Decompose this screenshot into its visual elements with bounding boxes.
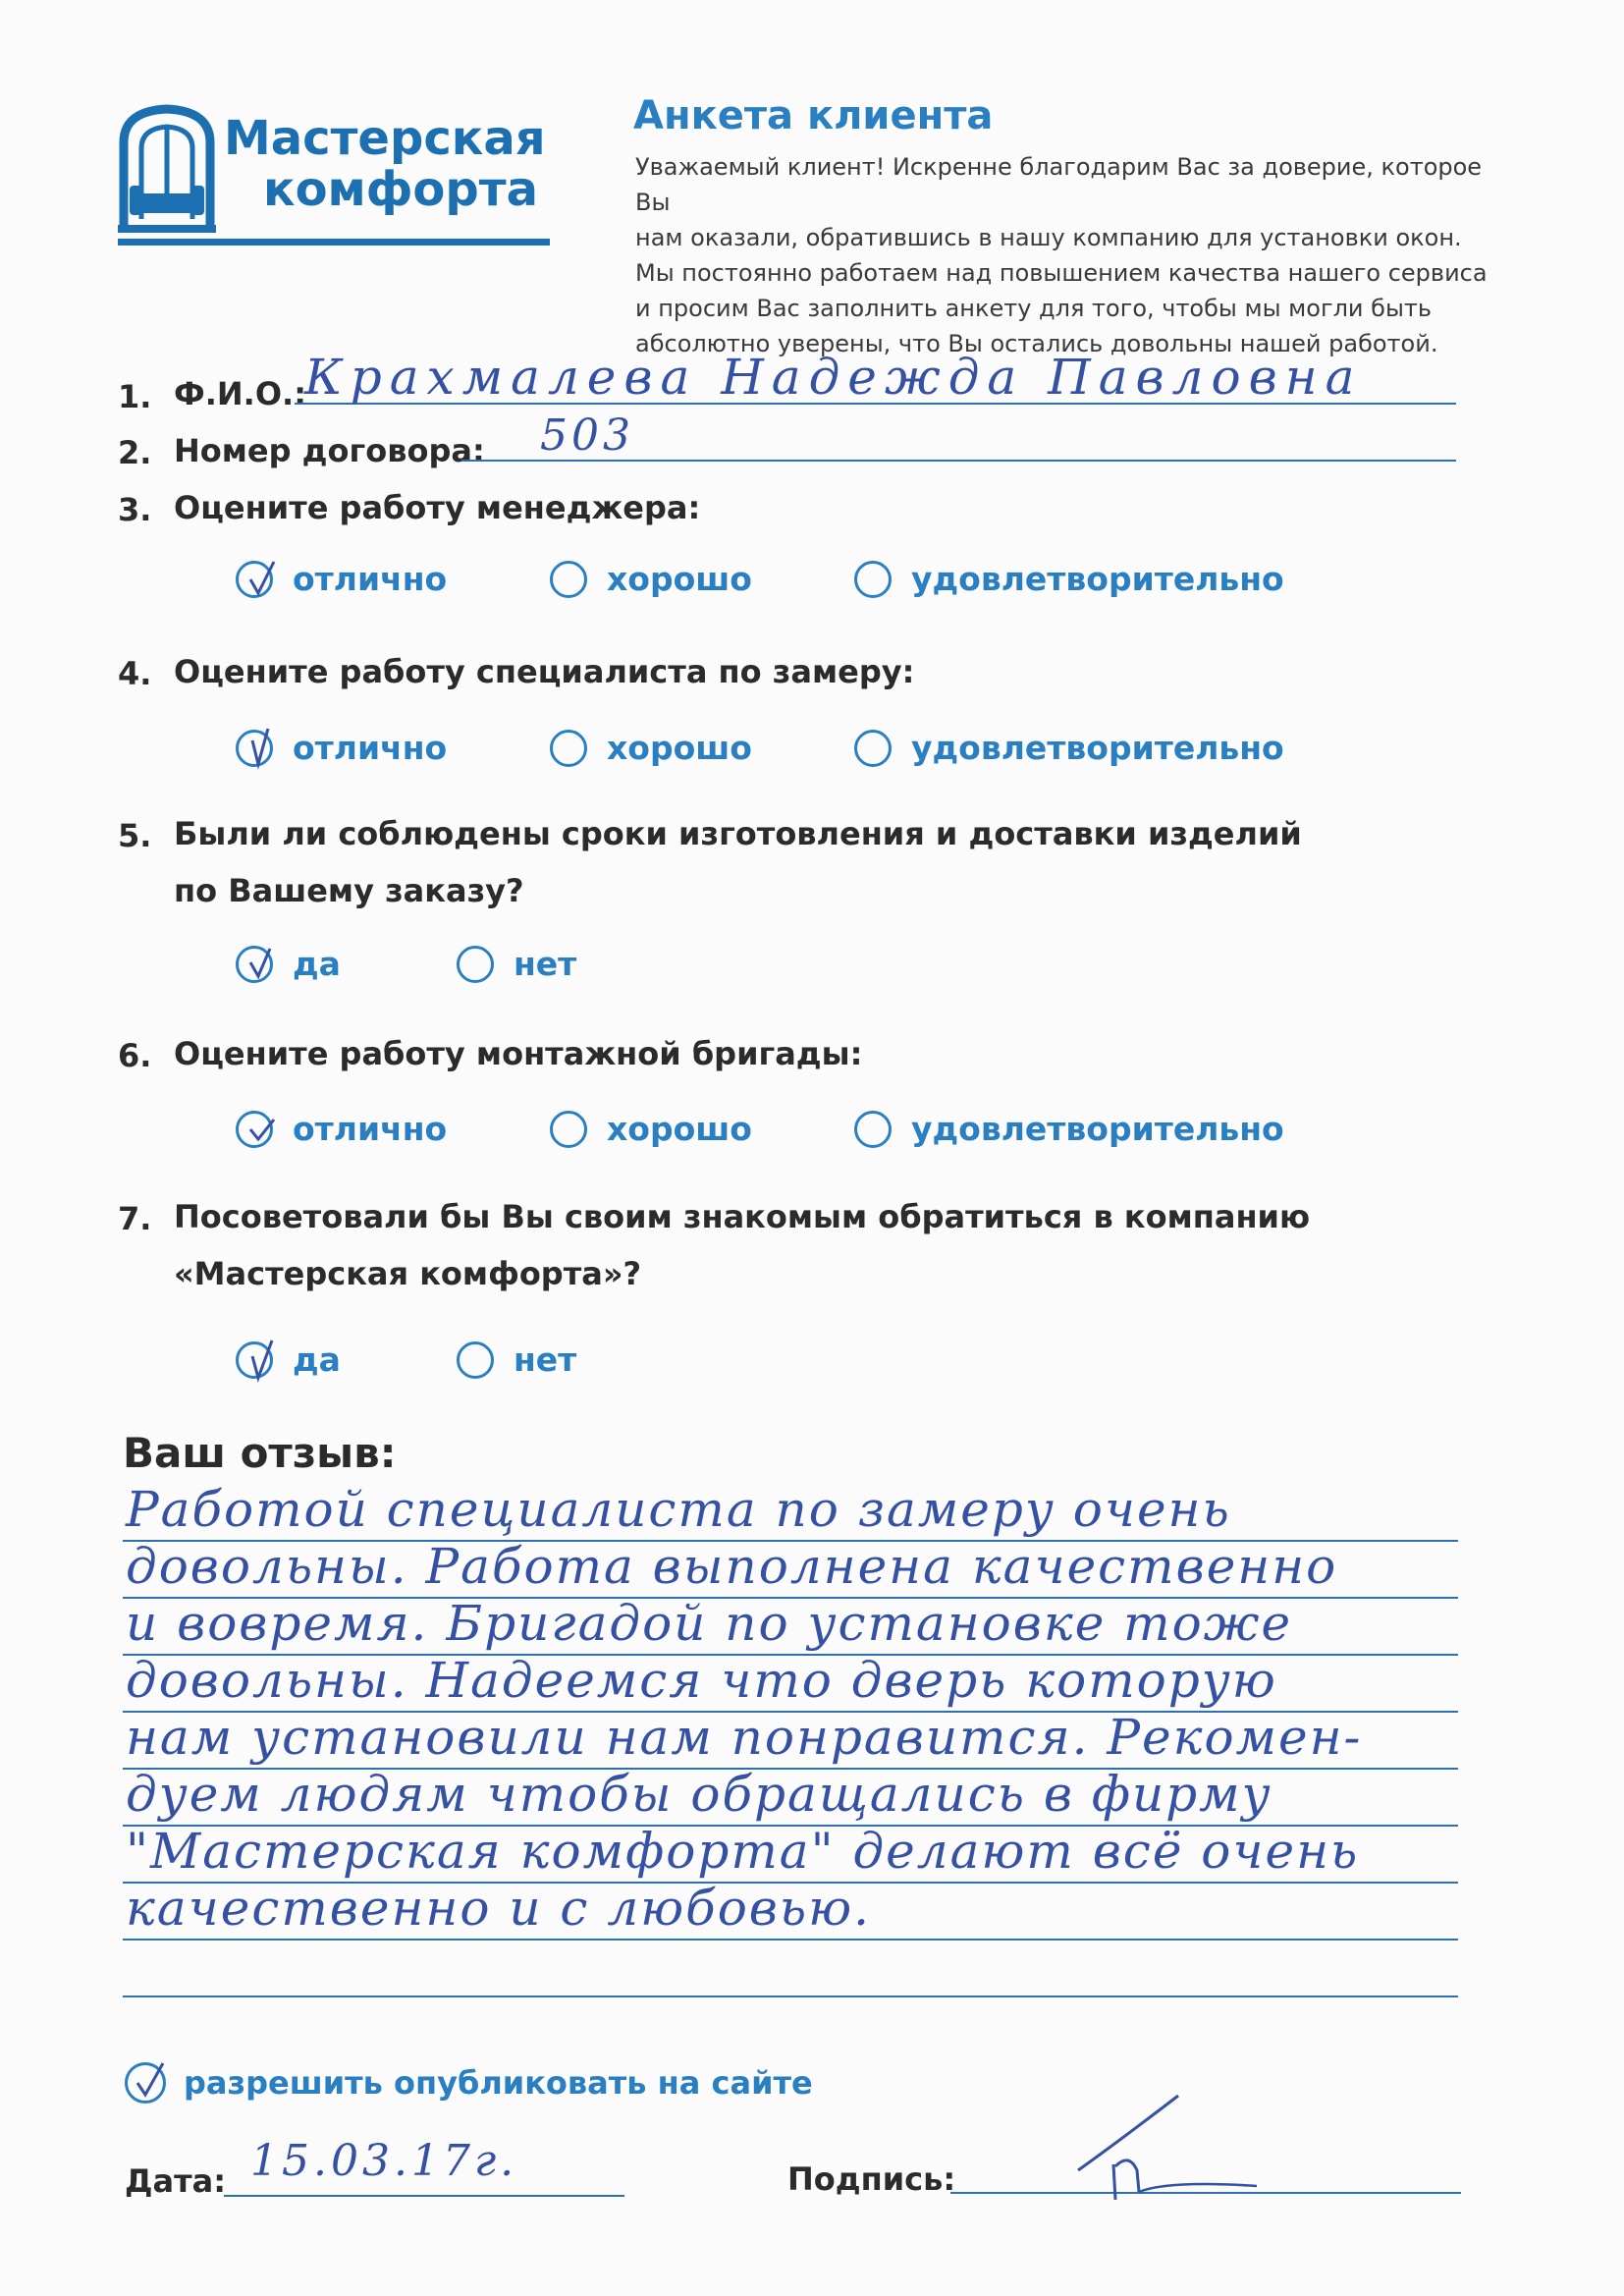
question-number: 6. (118, 1037, 152, 1074)
form-title: Анкета клиента (633, 93, 994, 138)
question-installers: Оцените работу монтажной бригады: (174, 1035, 863, 1072)
contract-label: Номер договора: (174, 432, 485, 469)
option-label: удовлетворительно (911, 729, 1284, 767)
review-line: качественно и с любовью. (126, 1880, 872, 1937)
option-label: отлично (293, 560, 448, 598)
question-number: 1. (118, 378, 152, 415)
date-label: Дата: (125, 2162, 227, 2200)
checkmark-icon (244, 1108, 280, 1153)
radio-checked[interactable] (236, 1111, 273, 1148)
question-recommend (174, 1188, 1310, 1302)
option-label: нет (514, 1340, 577, 1379)
review-text[interactable] (126, 1481, 1540, 1937)
intro-line: Мы постоянно работаем над повышением качества нашего сервиса (635, 259, 1488, 287)
installers-option-excellent[interactable] (236, 1110, 447, 1148)
option-label: да (293, 1340, 341, 1379)
radio-checked[interactable] (236, 730, 273, 767)
measurer-option-satisfactory[interactable] (854, 729, 1284, 767)
option-label: да (293, 945, 341, 983)
radio-unchecked[interactable] (550, 1111, 587, 1148)
checkmark-icon (134, 2059, 169, 2105)
date-value[interactable]: 15.03.17г. (250, 2136, 518, 2186)
radio-checked[interactable] (236, 1341, 273, 1379)
intro-line: и просим Вас заполнить анкету для того, чтобы мы могли быть (635, 295, 1433, 322)
manager-option-good[interactable] (550, 560, 752, 598)
installers-option-good[interactable] (550, 1110, 752, 1148)
date-rule (224, 2195, 624, 2197)
manager-option-satisfactory[interactable] (854, 560, 1284, 598)
checkmark-icon (244, 558, 280, 603)
radio-unchecked[interactable] (457, 1341, 494, 1379)
intro-line: абсолютно уверены, что Вы остались довольны нашей работой. (635, 330, 1438, 357)
question-number: 5. (118, 817, 152, 854)
measurer-option-excellent[interactable] (236, 729, 447, 767)
review-rule (123, 1939, 1458, 1941)
question-number: 4. (118, 655, 152, 692)
intro-line: нам оказали, обратившись в нашу компанию для установки окон. (635, 224, 1462, 251)
option-label: нет (514, 945, 577, 983)
measurer-option-good[interactable] (550, 729, 752, 767)
option-label: хорошо (607, 1110, 752, 1148)
checkmark-icon (244, 943, 280, 988)
question-number: 7. (118, 1200, 152, 1237)
fio-answer[interactable]: Крахмалева Надежда Павловна (304, 349, 1363, 406)
review-line: "Мастерская комфорта" делают всё очень (126, 1823, 1360, 1880)
review-line: довольны. Надеемся что дверь которую (126, 1652, 1277, 1709)
window-armchair-icon (118, 103, 216, 233)
review-line: довольны. Работа выполнена качественно (126, 1538, 1338, 1595)
contract-answer[interactable]: 503 (540, 410, 634, 461)
option-label: удовлетворительно (911, 1110, 1284, 1148)
intro-text (635, 149, 1499, 361)
publish-label: разрешить опубликовать на сайте (184, 2064, 813, 2102)
option-label: удовлетворительно (911, 560, 1284, 598)
manager-option-excellent[interactable] (236, 560, 447, 598)
question-deadlines (174, 805, 1302, 919)
question-line: по Вашему заказу? (174, 872, 524, 909)
option-label: отлично (293, 1110, 448, 1148)
checkbox-checked[interactable] (125, 2062, 166, 2104)
intro-line: Уважаемый клиент! Искренне благодарим Вас за доверие, которое Вы (635, 153, 1483, 216)
review-line: Работой специалиста по замеру очень (126, 1481, 1231, 1538)
checkmark-icon (244, 1339, 280, 1384)
recommend-option-no[interactable] (457, 1340, 576, 1379)
option-label: хорошо (607, 560, 752, 598)
logo-line-1: Мастерская (224, 111, 546, 166)
option-label: отлично (293, 729, 448, 767)
installers-option-satisfactory[interactable] (854, 1110, 1284, 1148)
question-line: Были ли соблюдены сроки изготовления и доставки изделий (174, 815, 1302, 852)
review-line: дуем людям чтобы обращались в фирму (126, 1766, 1272, 1823)
radio-unchecked[interactable] (854, 561, 892, 598)
question-number: 2. (118, 434, 152, 471)
option-label: хорошо (607, 729, 752, 767)
question-manager: Оцените работу менеджера: (174, 489, 701, 526)
fio-label: Ф.И.О.: (174, 375, 306, 412)
review-title: Ваш отзыв: (123, 1429, 397, 1477)
review-rule (123, 1995, 1458, 1997)
publish-permission-checkbox[interactable] (125, 2062, 813, 2104)
radio-checked[interactable] (236, 561, 273, 598)
radio-checked[interactable] (236, 946, 273, 983)
deadlines-option-yes[interactable] (236, 945, 341, 983)
radio-unchecked[interactable] (457, 946, 494, 983)
radio-unchecked[interactable] (550, 561, 587, 598)
review-line: и вовремя. Бригадой по установке тоже (126, 1595, 1293, 1652)
radio-unchecked[interactable] (550, 730, 587, 767)
question-line: Посоветовали бы Вы своим знакомым обратиться в компанию (174, 1198, 1311, 1235)
radio-unchecked[interactable] (854, 730, 892, 767)
signature-label: Подпись: (787, 2160, 956, 2198)
company-logo (118, 103, 560, 246)
question-number: 3. (118, 491, 152, 528)
signature-image (1060, 2082, 1276, 2210)
logo-line-2: комфорта (263, 162, 538, 217)
recommend-option-yes[interactable] (236, 1340, 341, 1379)
question-measurer: Оцените работу специалиста по замеру: (174, 653, 915, 690)
radio-unchecked[interactable] (854, 1111, 892, 1148)
checkmark-icon (244, 727, 280, 772)
deadlines-option-no[interactable] (457, 945, 576, 983)
review-line: нам установили нам понравится. Рекомен- (126, 1709, 1363, 1766)
question-line: «Мастерская комфорта»? (174, 1255, 642, 1292)
